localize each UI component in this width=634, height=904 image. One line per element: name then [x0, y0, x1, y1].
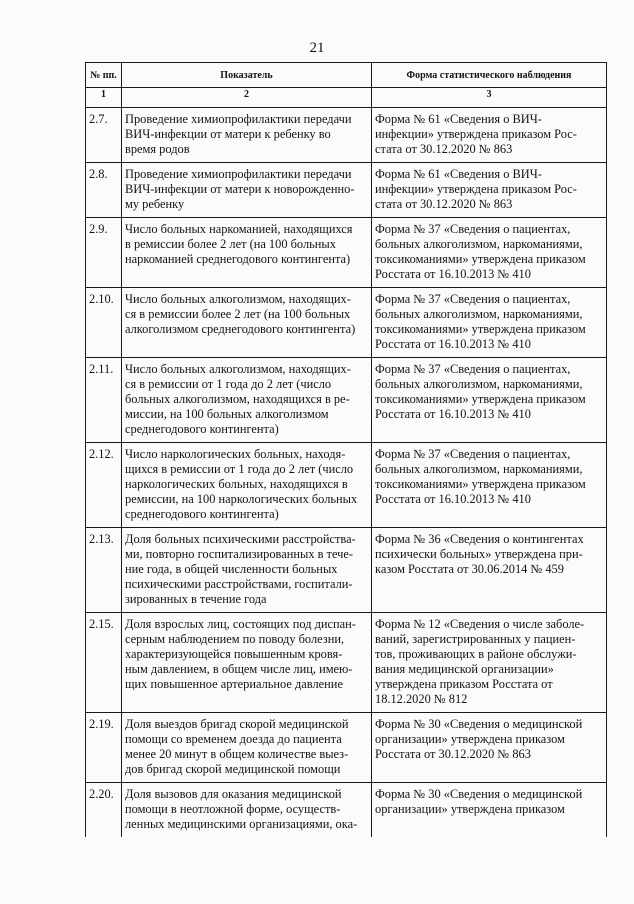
- form-text-line: Форма № 37 «Сведения о пациентах,: [375, 447, 571, 461]
- form-text-line: Форма № 37 «Сведения о пациентах,: [375, 292, 571, 306]
- form-text-line: токсикоманиями» утверждена приказом: [375, 322, 586, 336]
- indicator-cell: [122, 358, 372, 443]
- indicator-text-line: щих повышенное артериальное давление: [125, 677, 343, 691]
- indicator-cell: [122, 218, 372, 288]
- form-text-line: тов, проживающих в районе обслужи-: [375, 647, 577, 661]
- indicators-table: [85, 62, 607, 837]
- table-row: [86, 713, 607, 783]
- row-number: 2.8.: [86, 163, 122, 218]
- header-row: [86, 63, 607, 88]
- form-text-line: токсикоманиями» утверждена приказом: [375, 252, 586, 266]
- row-number: 2.12.: [86, 443, 122, 528]
- indicator-text-line: Проведение химиопрофилактики передачи: [125, 112, 352, 126]
- indicator-cell: [122, 108, 372, 163]
- header-form: Форма статистического наблюдения: [372, 63, 607, 88]
- indicator-text-line: Число больных алкоголизмом, находящих-: [125, 292, 351, 306]
- table-row: [86, 613, 607, 713]
- form-text-line: стата от 30.12.2020 № 863: [375, 197, 513, 211]
- indicator-text-line: Доля больных психическими расстройства-: [125, 532, 356, 546]
- form-text-line: больных алкоголизмом, наркоманиями,: [375, 462, 583, 476]
- header-indicator: Показатель: [122, 63, 372, 88]
- indicator-text-line: ми, повторно госпитализированных в тече-: [125, 547, 354, 561]
- form-text-line: Форма № 37 «Сведения о пациентах,: [375, 222, 571, 236]
- form-text-line: Форма № 37 «Сведения о пациентах,: [375, 362, 571, 376]
- form-text-line: Форма № 30 «Сведения о медицинской: [375, 717, 583, 731]
- indicator-text-line: ленных медицинскими организациями, ока-: [125, 817, 358, 831]
- form-text-line: Форма № 61 «Сведения о ВИЧ-: [375, 167, 542, 181]
- indicator-text-line: Проведение химиопрофилактики передачи: [125, 167, 352, 181]
- indicator-text-line: щихся в ремиссии от 1 года до 2 лет (число: [125, 462, 354, 476]
- indicator-cell: [122, 288, 372, 358]
- indicator-text-line: помощи в неотложной форме, осуществ-: [125, 802, 341, 816]
- form-text-line: психически больных» утверждена при-: [375, 547, 583, 561]
- form-text-line: Форма № 12 «Сведения о числе заболе-: [375, 617, 585, 631]
- indicator-cell: [122, 443, 372, 528]
- form-text-line: больных алкоголизмом, наркоманиями,: [375, 307, 583, 321]
- indicator-text-line: зированных в течение года: [125, 592, 267, 606]
- indicator-text-line: ВИЧ-инфекции от матери к новорожденно-: [125, 182, 355, 196]
- indicator-text-line: ным давлением, в общем числе лиц, имею-: [125, 662, 353, 676]
- form-text-line: больных алкоголизмом, наркоманиями,: [375, 377, 583, 391]
- indicator-cell: [122, 163, 372, 218]
- indicator-text-line: Доля выездов бригад скорой медицинской: [125, 717, 349, 731]
- indicator-text-line: Доля взрослых лиц, состоящих под диспан-: [125, 617, 356, 631]
- form-text-line: 18.12.2020 № 812: [375, 692, 468, 706]
- form-cell: [372, 528, 607, 613]
- table-row: [86, 288, 607, 358]
- row-number: 2.13.: [86, 528, 122, 613]
- form-cell: [372, 163, 607, 218]
- indicator-text-line: серным наблюдением по поводу болезни,: [125, 632, 345, 646]
- indicator-text-line: дов бригад скорой медицинской помощи: [125, 762, 341, 776]
- form-cell: [372, 613, 607, 713]
- form-cell: [372, 783, 607, 838]
- form-cell: [372, 288, 607, 358]
- row-number: 2.9.: [86, 218, 122, 288]
- indicator-text-line: время родов: [125, 142, 190, 156]
- indicator-text-line: ремиссии, на 100 наркологических больных: [125, 492, 358, 506]
- indicator-text-line: миссии, на 100 больных алкоголизмом: [125, 407, 329, 421]
- form-text-line: Росстата от 16.10.2013 № 410: [375, 337, 531, 351]
- indicator-text-line: среднегодового контингента): [125, 422, 279, 436]
- table-row: [86, 443, 607, 528]
- indicator-text-line: больных алкоголизмом, находящихся в ре-: [125, 392, 350, 406]
- form-cell: [372, 713, 607, 783]
- form-text-line: стата от 30.12.2020 № 863: [375, 142, 513, 156]
- table-row: [86, 108, 607, 163]
- table-row: [86, 163, 607, 218]
- page-number: 21: [309, 40, 325, 56]
- form-cell: [372, 218, 607, 288]
- table-row: [86, 218, 607, 288]
- indicator-text-line: ВИЧ-инфекции от матери к ребенку во: [125, 127, 331, 141]
- form-text-line: утверждена приказом Росстата от: [375, 677, 553, 691]
- form-text-line: Росстата от 16.10.2013 № 410: [375, 492, 531, 506]
- indicator-text-line: Число больных наркоманией, находящихся: [125, 222, 353, 236]
- form-text-line: токсикоманиями» утверждена приказом: [375, 392, 586, 406]
- form-text-line: вания медицинской организации»: [375, 662, 554, 676]
- column-number-3: 3: [372, 88, 607, 108]
- column-number-2: 2: [122, 88, 372, 108]
- column-number-row: [86, 88, 607, 108]
- indicator-cell: [122, 713, 372, 783]
- indicator-text-line: наркологических больных, находящихся в: [125, 477, 348, 491]
- row-number: 2.7.: [86, 108, 122, 163]
- indicator-cell: [122, 528, 372, 613]
- indicator-text-line: наркоманией среднегодового контингента): [125, 252, 351, 266]
- indicator-text-line: ся в ремиссии от 1 года до 2 лет (число: [125, 377, 332, 391]
- indicator-text-line: Доля вызовов для оказания медицинской: [125, 787, 342, 801]
- column-number-1: 1: [86, 88, 122, 108]
- row-number: 2.15.: [86, 613, 122, 713]
- indicator-text-line: Число наркологических больных, находя-: [125, 447, 346, 461]
- form-text-line: Форма № 30 «Сведения о медицинской: [375, 787, 583, 801]
- header-number: № пп.: [86, 63, 122, 88]
- row-number: 2.20.: [86, 783, 122, 838]
- table-body: [86, 108, 607, 838]
- form-text-line: Форма № 36 «Сведения о контингентах: [375, 532, 584, 546]
- indicator-text-line: ся в ремиссии более 2 лет (на 100 больных: [125, 307, 351, 321]
- table-row: [86, 358, 607, 443]
- form-cell: [372, 358, 607, 443]
- indicator-cell: [122, 613, 372, 713]
- form-cell: [372, 443, 607, 528]
- table-row: [86, 783, 607, 838]
- indicator-text-line: в ремиссии более 2 лет (на 100 больных: [125, 237, 336, 251]
- indicator-text-line: помощи со временем доезда до пациента: [125, 732, 342, 746]
- form-text-line: Росстата от 16.10.2013 № 410: [375, 407, 531, 421]
- indicator-cell: [122, 783, 372, 838]
- indicator-text-line: алкоголизмом среднегодового контингента): [125, 322, 356, 336]
- indicator-text-line: психическими расстройствами, госпитали-: [125, 577, 353, 591]
- form-text-line: казом Росстата от 30.06.2014 № 459: [375, 562, 564, 576]
- form-text-line: организации» утверждена приказом: [375, 732, 565, 746]
- row-number: 2.11.: [86, 358, 122, 443]
- form-text-line: организации» утверждена приказом: [375, 802, 565, 816]
- indicator-text-line: среднегодового контингента): [125, 507, 279, 521]
- form-cell: [372, 108, 607, 163]
- form-text-line: Росстата от 30.12.2020 № 863: [375, 747, 531, 761]
- indicator-text-line: менее 20 минут в общем количестве выез-: [125, 747, 349, 761]
- form-text-line: инфекции» утверждена приказом Рос-: [375, 182, 577, 196]
- table-row: [86, 528, 607, 613]
- form-text-line: больных алкоголизмом, наркоманиями,: [375, 237, 583, 251]
- form-text-line: токсикоманиями» утверждена приказом: [375, 477, 586, 491]
- row-number: 2.19.: [86, 713, 122, 783]
- indicator-text-line: ние года, в общей численности больных: [125, 562, 338, 576]
- form-text-line: Форма № 61 «Сведения о ВИЧ-: [375, 112, 542, 126]
- indicator-text-line: Число больных алкоголизмом, находящих-: [125, 362, 351, 376]
- indicator-text-line: характеризующейся повышенным кровя-: [125, 647, 343, 661]
- indicator-text-line: му ребенку: [125, 197, 185, 211]
- row-number: 2.10.: [86, 288, 122, 358]
- form-text-line: инфекции» утверждена приказом Рос-: [375, 127, 577, 141]
- form-text-line: Росстата от 16.10.2013 № 410: [375, 267, 531, 281]
- form-text-line: ваний, зарегистрированных у пациен-: [375, 632, 576, 646]
